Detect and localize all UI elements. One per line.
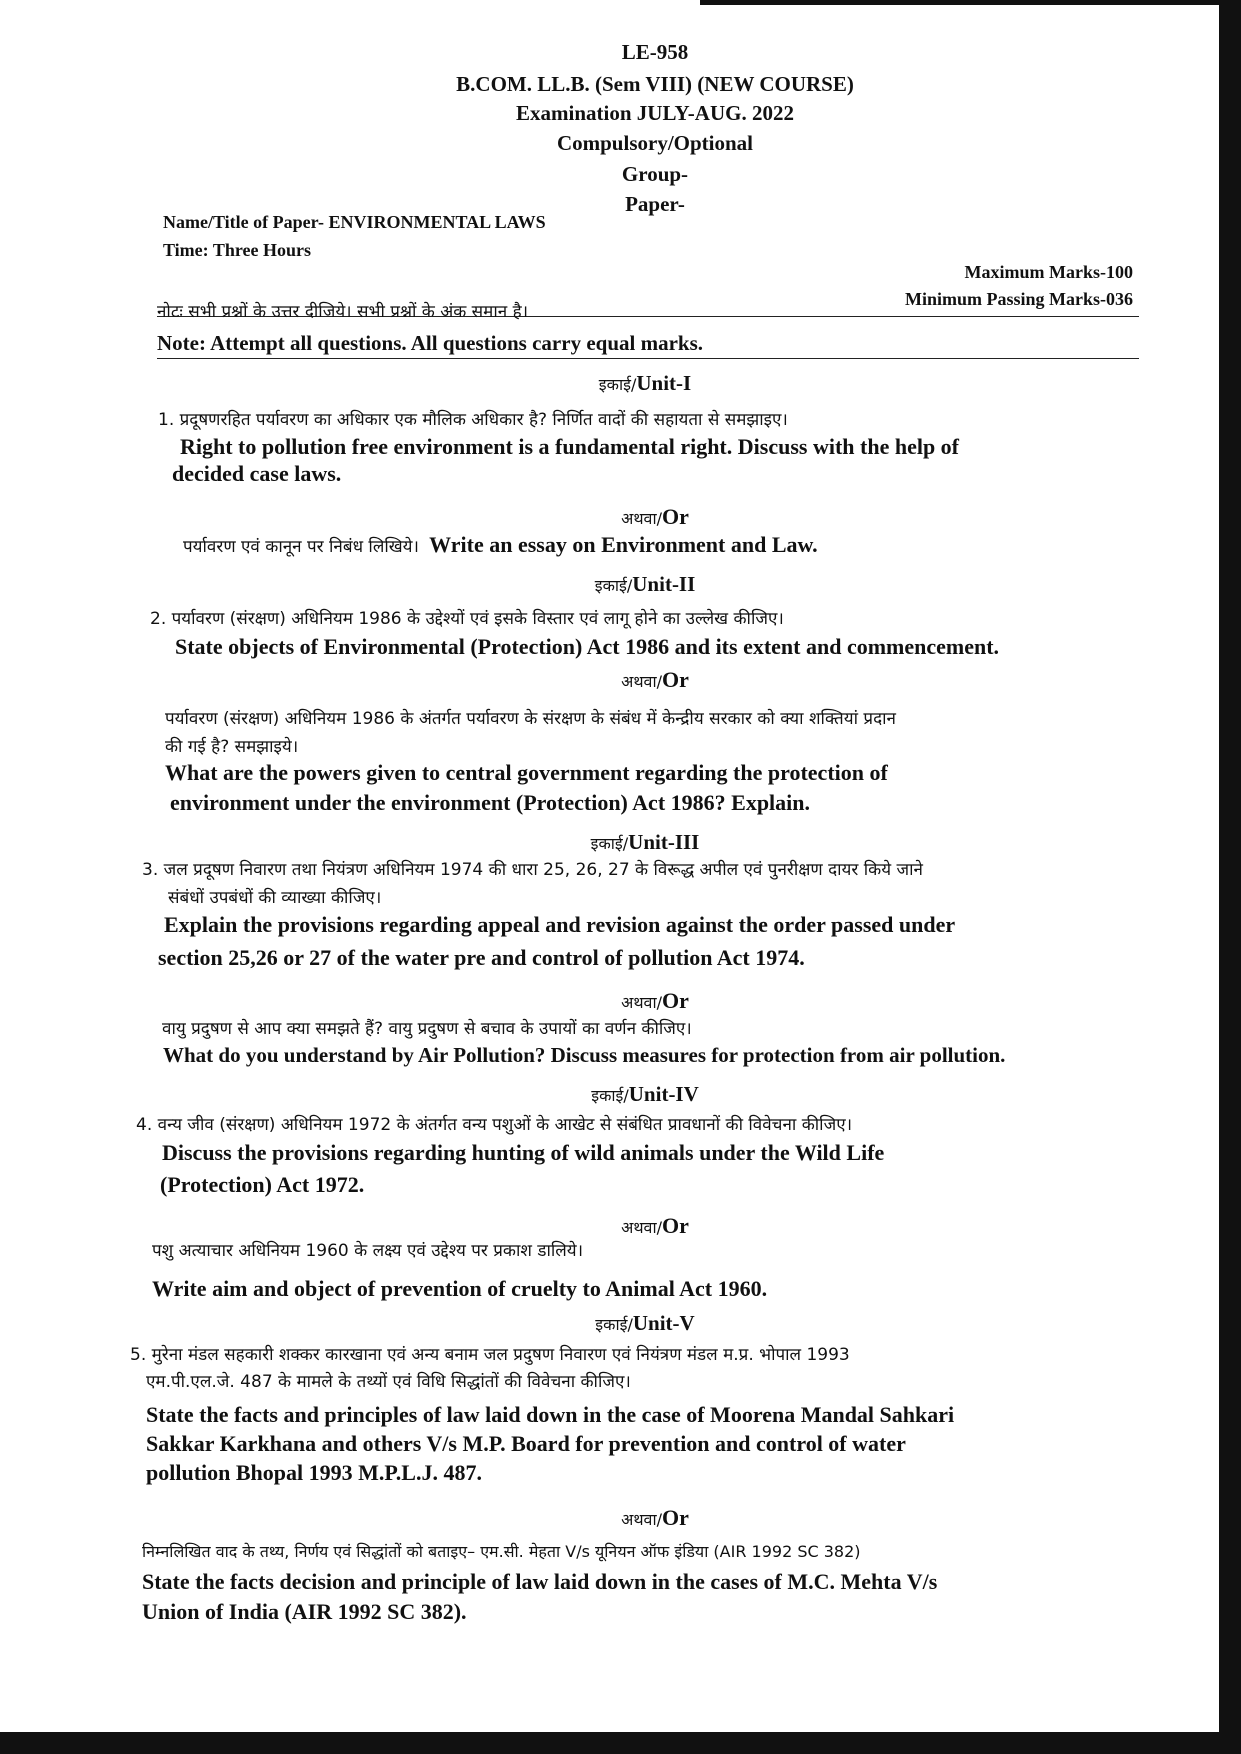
group-label: Group- <box>621 162 689 186</box>
note-english: Note: Attempt all questions. All questions carry equal marks. <box>157 331 703 355</box>
scan-border-right <box>1219 0 1241 1754</box>
alternate-question-english: What do you understand by Air Pollution? Discuss measures for protection from air pollution. <box>163 1043 1006 1067</box>
question-english: State objects of Environmental (Protection) Act 1986 and its extent and commencement. <box>175 634 1000 659</box>
paper-label: Paper- <box>625 192 685 216</box>
alternate-question-hindi: पर्यावरण (संरक्षण) अधिनियम 1986 के अंतर्गत पर्यावरण के संरक्षण के संबंध में केन्द्रीय सरकार को क्या शक्तियां प्रदान <box>165 709 896 729</box>
question-hindi: 3. जल प्रदूषण निवारण तथा नियंत्रण अधिनियम 1974 की धारा 25, 26, 27 के विरूद्ध अपील एवं पुनरीक्षण दायर किये जाने <box>142 860 923 880</box>
course-title: B.COM. LL.B. (Sem VIII) (NEW COURSE) <box>456 72 854 96</box>
or-separator: अथवा/Or <box>621 504 689 529</box>
alternate-question-hindi: निम्नलिखित वाद के तथ्य, निर्णय एवं सिद्धांतों को बताइए– एम.सी. मेहता V/s यूनियन ऑफ इंडिया (AIR 1992 SC 382) <box>142 1542 861 1561</box>
question-hindi: 4. वन्य जीव (संरक्षण) अधिनियम 1972 के अंतर्गत वन्य पशुओं के आखेट से संबंधित प्रावधानों की विवेचना कीजिए। <box>136 1115 853 1135</box>
question-english: pollution Bhopal 1993 M.P.L.J. 487. <box>146 1460 482 1485</box>
time-allowed: Time: Three Hours <box>163 240 311 260</box>
alternate-question-english: Union of India (AIR 1992 SC 382). <box>142 1599 467 1624</box>
question-english: Explain the provisions regarding appeal and revision against the order passed under <box>164 912 956 937</box>
or-separator: अथवा/Or <box>621 1505 689 1530</box>
question-hindi: संबंधों उपबंधों की व्याख्या कीजिए। <box>168 888 382 908</box>
alternate-question-english: Write aim and object of prevention of cruelty to Animal Act 1960. <box>152 1276 768 1301</box>
question-hindi: 2. पर्यावरण (संरक्षण) अधिनियम 1986 के उद्देश्यों एवं इसके विस्तार एवं लागू होने का उल्लेख कीजिए। <box>150 609 784 629</box>
minimum-passing-marks: Minimum Passing Marks-036 <box>904 289 1133 309</box>
maximum-marks: Maximum Marks-100 <box>964 262 1133 282</box>
alternate-question-hindi: वायु प्रदुषण से आप क्या समझते हैं? वायु प्रदुषण से बचाव के उपायों का वर्णन कीजिए। <box>162 1019 692 1039</box>
question-english: Sakkar Karkhana and others V/s M.P. Board for prevention and control of water <box>146 1431 906 1456</box>
exam-session: Examination JULY-AUG. 2022 <box>516 101 794 125</box>
unit-heading: इकाई/Unit-V <box>595 1311 695 1335</box>
question-english: Discuss the provisions regarding hunting of wild animals under the Wild Life <box>162 1140 885 1165</box>
question-hindi: एम.पी.एल.जे. 487 के मामले के तथ्यों एवं विधि सिद्धांतों की विवेचना कीजिए। <box>146 1372 631 1392</box>
alternate-question-hindi: की गई है? समझाइये। <box>165 737 299 757</box>
question-english: State the facts and principles of law laid down in the case of Moorena Mandal Sahkari <box>146 1402 955 1427</box>
question-english: (Protection) Act 1972. <box>160 1172 365 1197</box>
or-separator: अथवा/Or <box>621 988 689 1013</box>
paper-code: LE-958 <box>621 40 689 64</box>
scan-border-top <box>700 0 1241 5</box>
unit-heading: इकाई/Unit-IV <box>591 1082 699 1106</box>
question-english: Right to pollution free environment is a fundamental right. Discuss with the help of <box>180 434 960 459</box>
question-english: decided case laws. <box>172 461 342 486</box>
or-separator: अथवा/Or <box>621 667 689 692</box>
alternate-question-english: environment under the environment (Protection) Act 1986? Explain. <box>170 790 811 815</box>
divider-line <box>157 358 1139 359</box>
alternate-question-english: What are the powers given to central government regarding the protection of <box>165 760 888 785</box>
unit-heading: इकाई/Unit-III <box>590 830 700 854</box>
or-separator: अथवा/Or <box>621 1213 689 1238</box>
question-hindi: 5. मुरेना मंडल सहकारी शक्कर कारखाना एवं अन्य बनाम जल प्रदुषण निवारण एवं नियंत्रण मंडल म.प्र. भोपाल 1993 <box>130 1345 850 1365</box>
question-english: section 25,26 or 27 of the water pre and control of pollution Act 1974. <box>158 945 805 970</box>
alternate-question: पर्यावरण एवं कानून पर निबंध लिखिये। Write an essay on Environment and Law. <box>183 532 818 557</box>
scan-border-bottom <box>0 1732 1241 1754</box>
alternate-question-hindi: पशु अत्याचार अधिनियम 1960 के लक्ष्य एवं उद्देश्य पर प्रकाश डालिये। <box>152 1241 584 1261</box>
alternate-question-english: State the facts decision and principle of law laid down in the cases of M.C. Mehta V/s <box>142 1569 938 1594</box>
paper-title: Name/Title of Paper- ENVIRONMENTAL LAWS <box>163 212 546 232</box>
question-hindi: 1. प्रदूषणरहित पर्यावरण का अधिकार एक मौलिक अधिकार है? निर्णित वादों की सहायता से समझाइए। <box>158 410 788 430</box>
note-hindi: नोटः सभी प्रश्नों के उत्तर दीजिये। सभी प्रश्नों के अंक समान है। <box>157 302 529 322</box>
unit-heading: इकाई/Unit-II <box>594 572 696 596</box>
compulsory-optional: Compulsory/Optional <box>556 131 754 155</box>
unit-heading: इकाई/Unit-I <box>598 371 692 395</box>
